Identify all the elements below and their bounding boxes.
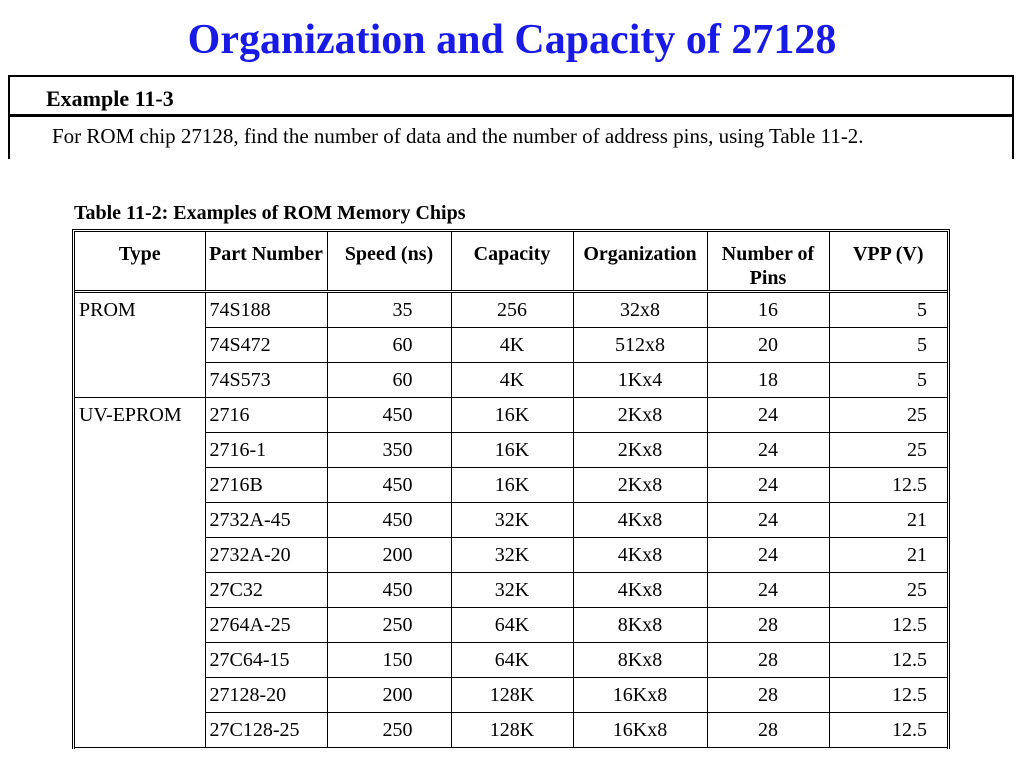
pins-cell: 24 — [707, 503, 829, 538]
type-cell: PROM — [75, 292, 205, 398]
capacity-cell: 32K — [451, 573, 573, 608]
header-vpp: VPP (V) — [829, 232, 947, 292]
speed-cell: 200 — [327, 538, 451, 573]
part-number-cell: 27C64-15 — [205, 643, 327, 678]
pins-cell: 28 — [707, 608, 829, 643]
pins-cell: 24 — [707, 573, 829, 608]
speed-cell: 150 — [327, 643, 451, 678]
part-number-cell: 74S573 — [205, 363, 327, 398]
table-caption: Table 11-2: Examples of ROM Memory Chips — [74, 202, 466, 224]
pins-cell: 24 — [707, 468, 829, 503]
table-row — [75, 713, 947, 748]
table-body — [75, 292, 947, 748]
table-header-row — [75, 232, 947, 292]
organization-cell: 8Kx8 — [573, 643, 707, 678]
vpp-cell: 12.5 — [829, 713, 947, 748]
vpp-cell: 25 — [829, 573, 947, 608]
speed-cell: 60 — [327, 363, 451, 398]
speed-cell: 60 — [327, 328, 451, 363]
organization-cell: 512x8 — [573, 328, 707, 363]
organization-cell: 16Kx8 — [573, 713, 707, 748]
capacity-cell: 128K — [451, 678, 573, 713]
vpp-cell: 25 — [829, 433, 947, 468]
speed-cell: 250 — [327, 608, 451, 643]
part-number-cell: 2716-1 — [205, 433, 327, 468]
capacity-cell: 256 — [451, 292, 573, 328]
table-row — [75, 398, 947, 433]
organization-cell: 4Kx8 — [573, 538, 707, 573]
organization-cell: 2Kx8 — [573, 433, 707, 468]
type-cell: UV-EPROM — [75, 398, 205, 748]
pins-cell: 24 — [707, 398, 829, 433]
speed-cell: 450 — [327, 468, 451, 503]
pins-cell: 24 — [707, 538, 829, 573]
table-row — [75, 573, 947, 608]
vpp-cell: 12.5 — [829, 608, 947, 643]
vpp-cell: 5 — [829, 292, 947, 328]
part-number-cell: 74S188 — [205, 292, 327, 328]
organization-cell: 16Kx8 — [573, 678, 707, 713]
rom-table-container — [72, 229, 950, 749]
speed-cell: 350 — [327, 433, 451, 468]
table-row — [75, 292, 947, 328]
table-row — [75, 538, 947, 573]
example-box — [8, 75, 1014, 159]
part-number-cell: 27128-20 — [205, 678, 327, 713]
speed-cell: 450 — [327, 398, 451, 433]
example-text: For ROM chip 27128, find the number of data and the number of address pins, using Table 11-2. — [52, 124, 864, 148]
part-number-cell: 27C32 — [205, 573, 327, 608]
speed-cell: 450 — [327, 503, 451, 538]
pins-cell: 24 — [707, 433, 829, 468]
vpp-cell: 21 — [829, 503, 947, 538]
organization-cell: 4Kx8 — [573, 573, 707, 608]
vpp-cell: 12.5 — [829, 643, 947, 678]
vpp-cell: 5 — [829, 363, 947, 398]
organization-cell: 1Kx4 — [573, 363, 707, 398]
header-number-of-pins: Number of Pins — [707, 232, 829, 292]
header-part-number: Part Number — [205, 232, 327, 292]
capacity-cell: 32K — [451, 538, 573, 573]
vpp-cell: 12.5 — [829, 468, 947, 503]
pins-cell: 16 — [707, 292, 829, 328]
speed-cell: 450 — [327, 573, 451, 608]
organization-cell: 8Kx8 — [573, 608, 707, 643]
vpp-cell: 5 — [829, 328, 947, 363]
organization-cell: 32x8 — [573, 292, 707, 328]
speed-cell: 250 — [327, 713, 451, 748]
part-number-cell: 74S472 — [205, 328, 327, 363]
table-row — [75, 433, 947, 468]
example-header — [10, 77, 1012, 117]
table-row — [75, 678, 947, 713]
table-row — [75, 468, 947, 503]
capacity-cell: 4K — [451, 363, 573, 398]
part-number-cell: 27C128-25 — [205, 713, 327, 748]
capacity-cell: 4K — [451, 328, 573, 363]
table-row — [75, 363, 947, 398]
vpp-cell: 25 — [829, 398, 947, 433]
pins-cell: 20 — [707, 328, 829, 363]
table-row — [75, 328, 947, 363]
capacity-cell: 64K — [451, 608, 573, 643]
vpp-cell: 21 — [829, 538, 947, 573]
page-title: Organization and Capacity of 27128 — [187, 17, 837, 63]
organization-cell: 2Kx8 — [573, 398, 707, 433]
part-number-cell: 2716B — [205, 468, 327, 503]
pins-cell: 18 — [707, 363, 829, 398]
rom-chips-table — [75, 232, 947, 748]
table-row — [75, 643, 947, 678]
part-number-cell: 2716 — [205, 398, 327, 433]
header-organization: Organization — [573, 232, 707, 292]
capacity-cell: 64K — [451, 643, 573, 678]
part-number-cell: 2732A-20 — [205, 538, 327, 573]
pins-cell: 28 — [707, 643, 829, 678]
speed-cell: 200 — [327, 678, 451, 713]
capacity-cell: 16K — [451, 398, 573, 433]
part-number-cell: 2764A-25 — [205, 608, 327, 643]
header-capacity: Capacity — [451, 232, 573, 292]
header-speed: Speed (ns) — [327, 232, 451, 292]
part-number-cell: 2732A-45 — [205, 503, 327, 538]
header-type: Type — [75, 232, 205, 292]
example-heading: Example 11-3 — [46, 86, 174, 111]
organization-cell: 2Kx8 — [573, 468, 707, 503]
capacity-cell: 128K — [451, 713, 573, 748]
speed-cell: 35 — [327, 292, 451, 328]
vpp-cell: 12.5 — [829, 678, 947, 713]
capacity-cell: 32K — [451, 503, 573, 538]
table-row — [75, 608, 947, 643]
organization-cell: 4Kx8 — [573, 503, 707, 538]
pins-cell: 28 — [707, 678, 829, 713]
capacity-cell: 16K — [451, 433, 573, 468]
pins-cell: 28 — [707, 713, 829, 748]
table-row — [75, 503, 947, 538]
capacity-cell: 16K — [451, 468, 573, 503]
